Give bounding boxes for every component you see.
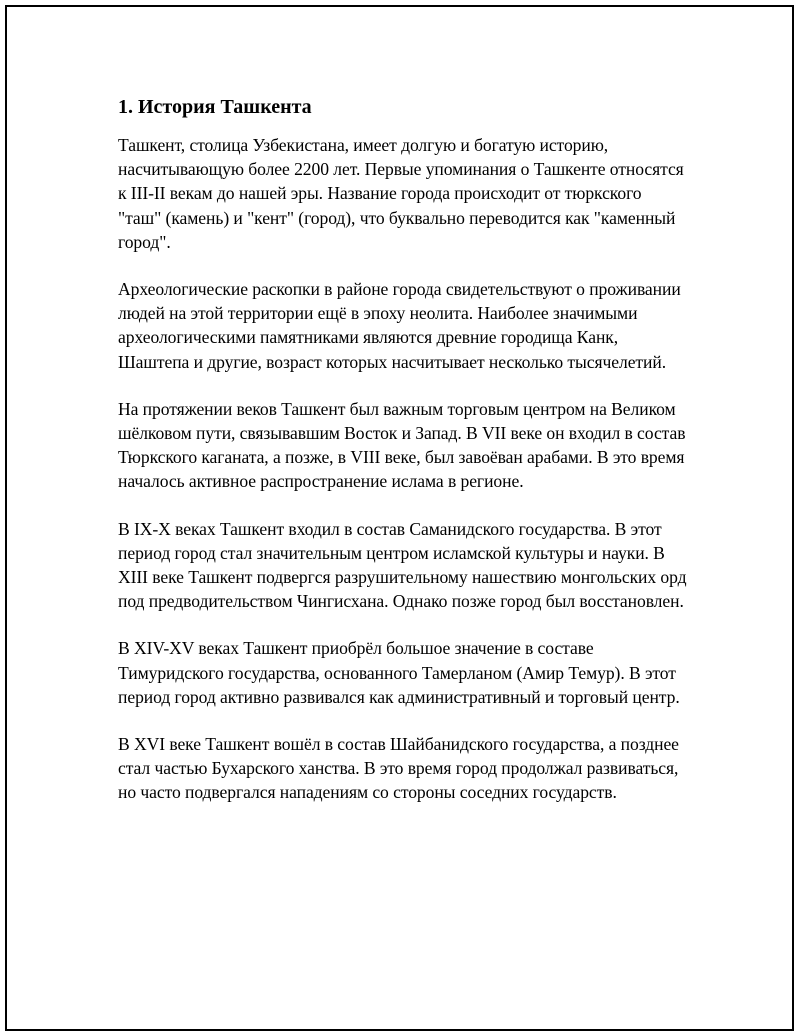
paragraph: Археологические раскопки в районе города свидетельствуют о проживании людей на этой территории ещё в эпоху неолита. Наиболее значимыми археологическими памятниками являются древние городища Канк, Шаштепа и другие, возраст которых насчитывает несколько тысячелетий. <box>118 279 681 372</box>
document-content <box>118 94 688 828</box>
paragraph: В IX-X веках Ташкент входил в состав Саманидского государства. В этот период город стал значительным центром исламской культуры и науки. В XIII веке Ташкент подвергся разрушительному нашествию монгольских орд под предводительством Чингисхана. Однако позже город был восстановлен. <box>118 518 687 612</box>
paragraph: Ташкент, столица Узбекистана, имеет долгую и богатую историю, насчитывающую более 2200 лет. Первые упоминания о Ташкенте относятся к III-II векам до нашей эры. Название города происходит от тюркского "таш" (камень) и "кент" (город), что буквально переводится как "каменный город". <box>118 135 684 252</box>
paragraph: В XVI веке Ташкент вошёл в состав Шайбанидского государства, а позднее стал частью Бухарского ханства. В это время город продолжал развиваться, но часто подвергался нападениям со стороны соседних государств. <box>118 734 679 803</box>
paragraph: В XIV-XV веках Ташкент приобрёл большое значение в составе Тимуридского государства, основанного Тамерланом (Амир Темур). В этот период город активно развивался как административный и торговый центр. <box>118 638 680 707</box>
section-title: 1. История Ташкента <box>118 96 312 118</box>
paragraph: На протяжении веков Ташкент был важным торговым центром на Великом шёлковом пути, связывавшим Восток и Запад. В VII веке он входил в состав Тюркского каганата, а позже, в VIII веке, был завоёван арабами. В это время началось активное распространение ислама в регионе. <box>118 398 686 492</box>
